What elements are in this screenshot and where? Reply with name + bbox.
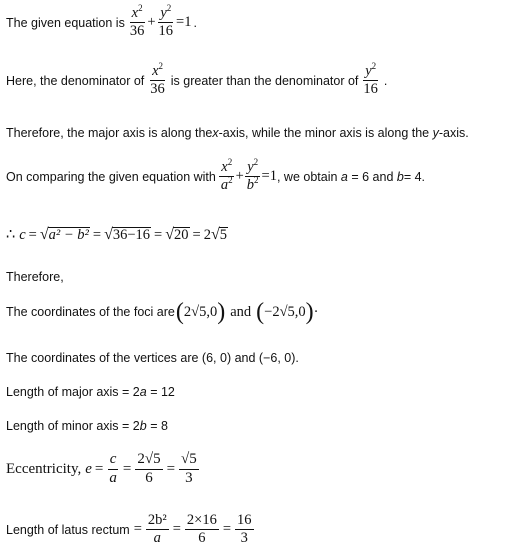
x2-over-36-fraction-2: $\frac{x^2}{36}$	[150, 61, 165, 98]
major-axis-line	[6, 385, 175, 399]
eccentricity-label: Eccentricity,	[6, 460, 82, 477]
a-value-text: = 6 and	[347, 169, 397, 184]
y2-over-16-fraction-2: $\frac{y^2}{16}$	[363, 61, 378, 98]
denominator-label-a: Here, the denominator of	[6, 73, 145, 88]
focus-2: −2√5,0	[264, 303, 306, 320]
therefore-text: Therefore,	[6, 270, 64, 284]
ellipse-equation: $\frac{x^2}{36}$ + $\frac{y^2}{16}$ =1	[129, 3, 192, 40]
ecc-fraction-1: $\frac{2√5}{6}$	[137, 451, 161, 486]
latus-fraction-3: $\frac{16}{3}$	[237, 512, 252, 547]
c-result-root: 5	[219, 226, 227, 243]
period: .	[193, 15, 197, 30]
vertices-text: The coordinates of the vertices are (6, 0) and (−6, 0).	[6, 351, 299, 365]
c-computation-line: ∴ c = √ a² − b² = √ 36−16 = √ 20 = 2 √ 5	[6, 226, 227, 243]
foci-coordinates: ( 2√5,0 ) and ( −2√5,0 ) ·	[175, 299, 319, 325]
major-axis-value: = 12	[146, 385, 175, 399]
vertices-line	[6, 351, 299, 365]
sqrt-36-16: 36−16	[112, 226, 151, 243]
minor-axis-value: = 8	[146, 419, 168, 433]
sqrt-a2-b2: a² − b²	[48, 226, 89, 243]
therefore-symbol: ∴	[6, 226, 16, 243]
b-var: b	[139, 419, 147, 433]
latus-fraction-2: $\frac{2\times 16}{6}$	[186, 512, 217, 547]
latus-rectum-line	[6, 513, 255, 546]
obtain-text: , we obtain	[276, 169, 341, 184]
foci-line	[6, 300, 319, 324]
axis-text-b: -axis, while the minor axis is along the	[218, 126, 433, 140]
b-value-text: = 4.	[403, 169, 426, 184]
axis-text-c: -axis.	[438, 126, 469, 140]
focus-1: 2√5,0	[183, 303, 218, 320]
denominator-label-b: is greater than the denominator of	[170, 73, 359, 88]
b-var: b	[396, 169, 404, 184]
major-axis-label: Length of major axis = 2	[6, 385, 140, 399]
e-var: e	[85, 460, 92, 477]
minor-axis-line	[6, 419, 168, 433]
y2-over-16-fraction: $\frac{y^2}{16}$	[158, 3, 174, 40]
eccentricity-line: Eccentricity, e = $\frac{c}{a}$ = $\frac{2√5}{6}$ = $\frac{√5}{3}$	[6, 451, 197, 486]
a-var: a	[139, 385, 147, 399]
minor-axis-label: Length of minor axis = 2	[6, 419, 140, 433]
comparison-line	[6, 157, 426, 194]
axis-text-a: Therefore, the major axis is along the	[6, 126, 213, 140]
latus-rectum-expression: = $\frac{\text{2b²}}{a}$ = $\frac{2\times 16}{6}$ = $\frac{16}{3}$	[133, 512, 252, 547]
given-equation-line	[6, 3, 197, 40]
a-var: a	[340, 169, 348, 184]
latus-fraction-1: $\frac{\text{2b²}}{a}$	[147, 512, 167, 547]
c-over-a-fraction: $\frac{c}{a}$	[109, 451, 117, 486]
ecc-fraction-2: $\frac{√5}{3}$	[181, 451, 197, 486]
given-equation-label: The given equation is	[6, 15, 125, 30]
denominator-comparison-line	[6, 61, 388, 98]
comparing-label: On comparing the given equation with	[6, 169, 216, 184]
latus-rectum-label: Length of latus rectum	[6, 522, 130, 537]
therefore-line	[6, 270, 64, 284]
c-result-coefficient: 2	[203, 226, 211, 243]
x2-over-36-fraction: $\frac{x^2}{36}$	[129, 3, 145, 40]
standard-form-equation: $\frac{x^2}{a^2}$ + $\frac{y^2}{b^2}$ =1	[220, 157, 277, 194]
axis-direction-line	[6, 126, 469, 140]
y-var: y	[432, 126, 439, 140]
and-text: and	[230, 303, 252, 320]
sqrt-20: 20	[174, 226, 189, 243]
x-var: x	[212, 126, 219, 140]
period: .	[383, 73, 388, 88]
foci-label: The coordinates of the foci are	[6, 305, 175, 319]
c-var: c	[19, 226, 26, 243]
equals: =	[28, 226, 37, 243]
